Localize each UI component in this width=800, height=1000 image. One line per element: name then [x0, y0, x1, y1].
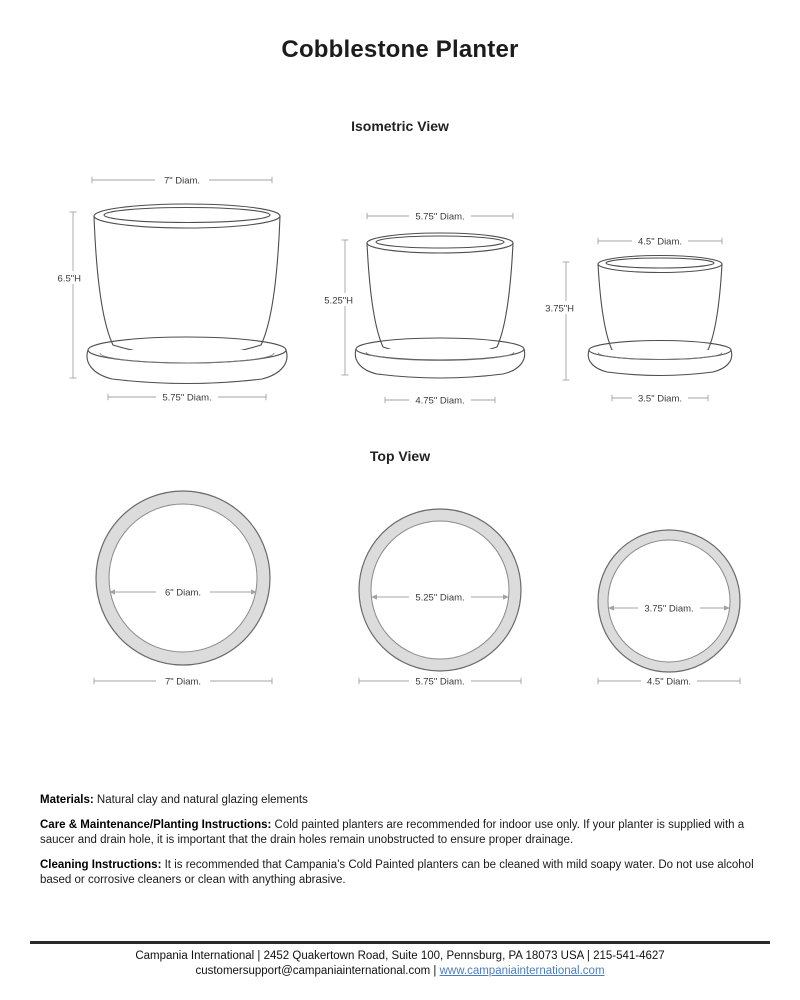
planter-opening-outline	[109, 504, 257, 652]
top-diameter-dimension	[367, 211, 513, 222]
note-cleaning-label: Cleaning Instructions:	[40, 859, 162, 871]
dimension-label: 5.25" Diam.	[415, 592, 465, 604]
notes-section	[40, 793, 760, 898]
note-care-text: Cold painted planters are recommended for indoor use only. If your planter is supplied with a saucer and drain hole, it is important that the drain holes remain unobstructed to ensure proper drainage.	[40, 819, 745, 846]
dimension-label: 4.75" Diam.	[415, 395, 465, 407]
saucer-front-fill	[588, 350, 732, 376]
dimension-label: 3.75" Diam.	[644, 603, 694, 615]
top-diameter-dimension	[92, 175, 272, 186]
page-title: Cobblestone Planter	[281, 36, 519, 64]
note-care-maintenance	[40, 818, 760, 848]
saucer-diameter-dimension	[385, 395, 495, 406]
planter-opening-outline	[371, 521, 509, 659]
planter-opening-outline	[608, 540, 730, 662]
footer-address-line: Campania International | 2452 Quakertown Road, Suite 100, Pennsburg, PA 18073 USA | 215-541-4627	[135, 950, 665, 962]
note-materials-text: Natural clay and natural glazing elements	[96, 794, 308, 806]
note-cleaning-text: It is recommended that Campania's Cold Painted planters can be cleaned with mild soapy water. Do not use alcohol based or corrosive cleaners or clean with anything abrasive.	[40, 859, 754, 886]
dimension-label: 7" Diam.	[163, 175, 201, 187]
dimension-label: 3.75"H	[545, 303, 574, 315]
pot-body	[94, 216, 280, 357]
dimension-label: 5.75" Diam.	[162, 392, 212, 404]
dimension-label: 5.75" Diam.	[415, 676, 465, 688]
saucer-front-fill	[87, 350, 287, 384]
footer-separator: |	[430, 965, 440, 977]
planter-drawing-small	[537, 236, 732, 404]
dimension-label: 5.25"H	[324, 295, 353, 307]
height-dimension	[44, 212, 82, 378]
top-diameter-dimension	[598, 236, 722, 247]
dimension-label: 7" Diam.	[164, 676, 202, 688]
top-view-drawing	[0, 470, 800, 700]
top-view-ring-large	[94, 491, 272, 687]
footer-contact-line	[30, 964, 770, 979]
planter-drawing-large	[44, 175, 287, 403]
outer-diameter-dimension	[94, 676, 272, 687]
footer	[30, 941, 770, 979]
dimension-label: 4.5" Diam.	[637, 236, 683, 248]
dimension-label: 5.75" Diam.	[415, 211, 465, 223]
saucer-diameter-dimension	[108, 392, 266, 403]
top-view-ring-medium	[359, 509, 521, 687]
note-care-label: Care & Maintenance/Planting Instructions:	[40, 819, 272, 831]
top-view-ring-small	[598, 530, 740, 687]
saucer-front-fill	[355, 349, 524, 378]
footer-email: customersupport@campaniainternational.com	[195, 965, 431, 977]
footer-website-link[interactable]: www.campaniainternational.com	[439, 965, 605, 977]
note-materials-label: Materials:	[40, 794, 94, 806]
dimension-label: 6.5"H	[57, 273, 81, 285]
outer-diameter-dimension	[359, 676, 521, 687]
dimension-label: 4.5" Diam.	[646, 676, 692, 688]
note-cleaning	[40, 858, 760, 888]
planter-drawing-medium	[316, 211, 525, 406]
note-materials	[40, 793, 760, 808]
dimension-label: 3.5" Diam.	[637, 393, 683, 405]
isometric-view-drawing	[0, 160, 800, 415]
height-dimension	[316, 240, 354, 375]
saucer-diameter-dimension	[612, 393, 708, 404]
section-heading-top-view: Top View	[369, 447, 431, 464]
height-dimension	[537, 262, 575, 380]
dimension-label: 6" Diam.	[164, 587, 202, 599]
section-heading-isometric-view: Isometric View	[351, 117, 449, 134]
outer-diameter-dimension	[598, 676, 740, 687]
